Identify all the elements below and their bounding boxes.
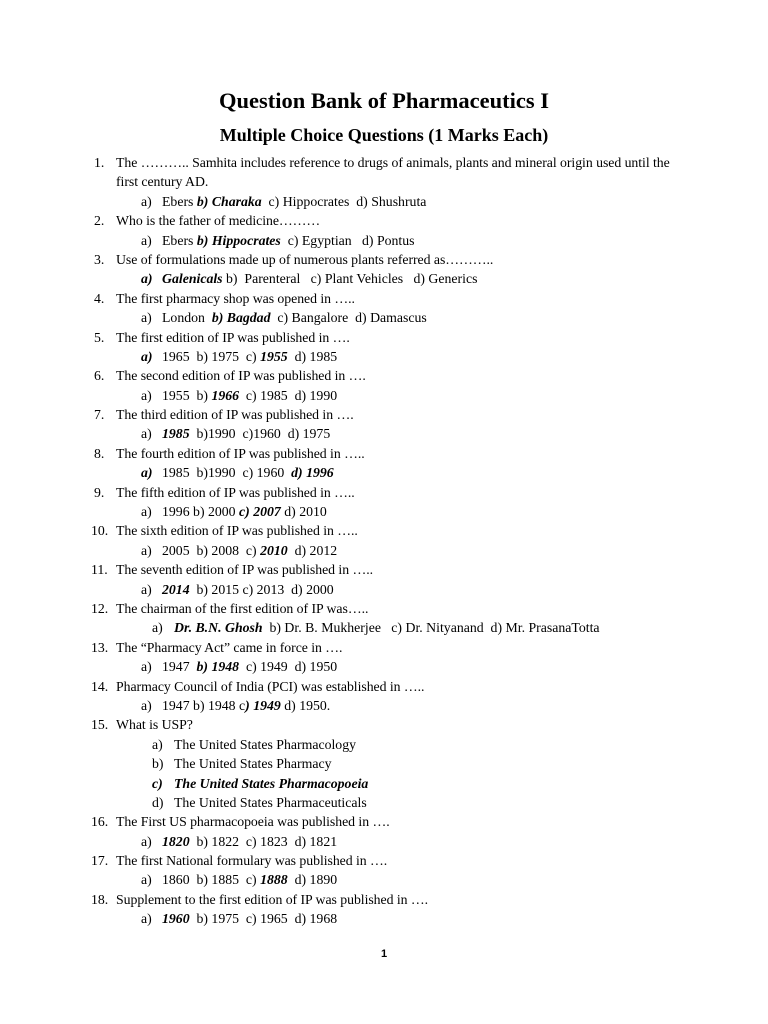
question-4: [0, 289, 768, 308]
answer-line: [162, 463, 334, 482]
option-marker: a): [141, 387, 152, 403]
question-number: 6.: [94, 368, 105, 384]
question-number: 10.: [91, 523, 109, 539]
question-1: [0, 153, 768, 192]
question-text: The fifth edition of IP was published in …..: [116, 484, 355, 500]
answer-text: d) 2012: [287, 542, 338, 558]
question-text: The first edition of IP was published in ….: [116, 329, 350, 345]
correct-answer: 1966: [211, 387, 240, 403]
answer-text: 1860 b) 1885 c): [162, 872, 261, 888]
page-title: Question Bank of Pharmaceutics I: [218, 88, 549, 113]
option-marker: a): [141, 348, 153, 364]
answer-line: [162, 386, 337, 405]
answer-line: [162, 870, 337, 889]
answer-options: [0, 502, 768, 521]
option-marker: a): [141, 659, 152, 675]
answer-options: [0, 735, 768, 754]
correct-answer: c) 2007: [239, 504, 281, 520]
question-3: [0, 250, 768, 269]
answer-text: The United States Pharmacology: [174, 736, 357, 752]
question-text: The first National formulary was published in ….: [116, 853, 388, 869]
question-number: 15.: [91, 717, 109, 733]
question-number: 13.: [91, 639, 109, 655]
page-subtitle: Multiple Choice Questions (1 Marks Each): [219, 125, 549, 145]
question-number: 1.: [94, 155, 105, 170]
answer-text: 1947: [162, 659, 197, 675]
correct-answer: 2010: [260, 542, 288, 558]
answer-text: c) Hippocrates d) Shushruta: [261, 193, 427, 209]
question-2: [0, 211, 768, 230]
correct-answer: d) 1996: [291, 465, 334, 481]
question-15: [0, 715, 768, 734]
option-marker: a): [141, 911, 152, 927]
question-number: 3.: [94, 251, 105, 267]
answer-text: d) 1985: [287, 348, 338, 364]
answer-options: [0, 463, 768, 482]
question-8: [0, 444, 768, 463]
correct-answer: Galenicals: [162, 271, 223, 287]
question-text: The “Pharmacy Act” came in force in ….: [116, 639, 343, 655]
option-marker: b): [152, 756, 164, 772]
answer-text: 1996 b) 2000: [162, 504, 240, 520]
question-12: [0, 599, 768, 618]
question-18: [0, 890, 768, 909]
answer-line: [162, 696, 330, 715]
question-number: 18.: [91, 891, 109, 907]
answer-options: [0, 832, 768, 851]
answer-text: c) 1985 d) 1990: [239, 387, 338, 403]
answer-text: c) 1949 d) 1950: [239, 659, 338, 675]
question-text: The seventh edition of IP was published in …..: [116, 562, 373, 578]
question-6: [0, 366, 768, 385]
answer-line: [162, 909, 337, 928]
question-11: [0, 560, 768, 579]
answer-options: [0, 580, 768, 599]
question-13: [0, 638, 768, 657]
question-list: [0, 153, 768, 929]
answer-options: [0, 231, 768, 250]
answer-text: d) 1890: [287, 872, 338, 888]
correct-answer: b) Bagdad: [211, 310, 271, 326]
answer-text: 1947 b) 1948 c: [162, 697, 246, 713]
question-text: What is USP?: [116, 717, 193, 733]
answer-line: [162, 231, 415, 250]
option-marker: a): [141, 271, 153, 287]
answer-line: [174, 754, 331, 773]
correct-answer: Dr. B.N. Ghosh: [174, 620, 263, 636]
question-number: 5.: [94, 329, 105, 345]
answer-text: 2005 b) 2008 c): [162, 542, 261, 558]
question-text: The second edition of IP was published in ….: [116, 368, 366, 384]
answer-options: [0, 269, 768, 288]
question-text: Use of formulations made up of numerous plants referred as………..: [116, 251, 494, 267]
answer-options: [0, 192, 768, 211]
question-number: 12.: [91, 601, 109, 616]
answer-text: London: [162, 310, 212, 326]
correct-answer: 1985: [162, 426, 190, 442]
correct-answer: The United States Pharmacopoeia: [174, 775, 369, 791]
answer-line: [162, 269, 477, 288]
answer-options: [0, 347, 768, 366]
question-number: 14.: [91, 678, 109, 694]
question-text: Who is the father of medicine………: [116, 213, 321, 229]
question-number: 9.: [94, 484, 105, 500]
answer-options: [0, 541, 768, 560]
correct-answer: 1960: [162, 911, 190, 927]
answer-text: Ebers: [162, 232, 197, 248]
answer-line: [162, 580, 334, 599]
correct-answer: b) Charaka: [196, 193, 262, 209]
answer-text: Ebers: [162, 193, 197, 209]
answer-line: [162, 192, 426, 211]
correct-answer: 1820: [162, 833, 190, 849]
option-marker: a): [141, 542, 152, 558]
answer-options: [0, 308, 768, 327]
answer-options: [0, 618, 768, 637]
correct-answer: b) 1948: [196, 659, 240, 675]
correct-answer: 1888: [260, 872, 288, 888]
answer-line: [174, 774, 368, 793]
option-marker: a): [141, 465, 153, 481]
answer-line: [162, 657, 337, 676]
option-marker: a): [141, 581, 152, 597]
question-number: 4.: [94, 290, 105, 306]
question-number: 17.: [91, 853, 109, 869]
question-number: 2.: [94, 213, 105, 229]
answer-line: [162, 308, 427, 327]
question-16: [0, 812, 768, 831]
answer-line: [174, 735, 356, 754]
answer-options: [0, 386, 768, 405]
option-marker: a): [141, 504, 152, 520]
correct-answer: 2014: [162, 581, 190, 597]
answer-line: [174, 618, 600, 637]
question-17: [0, 851, 768, 870]
answer-text: 1955 b): [162, 387, 212, 403]
answer-text: 1965 b) 1975 c): [162, 348, 261, 364]
answer-text: d) 1950.: [280, 697, 331, 713]
answer-line: [162, 424, 330, 443]
question-number: 11.: [91, 562, 108, 578]
answer-text: The United States Pharmaceuticals: [174, 794, 367, 810]
correct-answer: ) 1949: [245, 697, 281, 713]
answer-options: [0, 696, 768, 715]
question-number: 7.: [94, 407, 105, 423]
answer-text: b) Parenteral c) Plant Vehicles d) Generics: [222, 271, 478, 287]
answer-options: [0, 754, 768, 773]
question-text: The ……….. Samhita includes reference to drugs of animals, plants and mineral origin used until the first century AD.: [116, 155, 670, 190]
option-marker: a): [141, 426, 152, 442]
question-text: The First US pharmacopoeia was published in ….: [116, 814, 390, 830]
answer-line: [174, 793, 367, 812]
question-text: The third edition of IP was published in ….: [116, 407, 354, 423]
answer-options: [0, 870, 768, 889]
answer-options: [0, 909, 768, 928]
answer-text: d) 2010: [280, 504, 327, 520]
option-marker: a): [152, 736, 163, 752]
answer-line: [162, 502, 327, 521]
answer-text: b)1990 c)1960 d) 1975: [189, 426, 331, 442]
option-marker: a): [141, 232, 152, 248]
answer-options: [0, 424, 768, 443]
answer-options: [0, 774, 768, 793]
option-marker: a): [141, 697, 152, 713]
question-text: Pharmacy Council of India (PCI) was established in …..: [116, 678, 425, 694]
question-9: [0, 483, 768, 502]
option-marker: a): [141, 872, 152, 888]
question-text: The sixth edition of IP was published in …..: [116, 523, 358, 539]
question-text: Supplement to the first edition of IP was published in ….: [116, 891, 429, 907]
answer-text: c) Bangalore d) Damascus: [270, 310, 427, 326]
answer-line: [162, 541, 337, 560]
option-marker: d): [152, 794, 164, 810]
answer-text: c) Egyptian d) Pontus: [280, 232, 415, 248]
page-number: 1: [380, 948, 388, 960]
question-text: The fourth edition of IP was published in …..: [116, 445, 365, 461]
option-marker: a): [141, 310, 152, 326]
answer-text: b) Dr. B. Mukherjee c) Dr. Nityanand d) Mr. PrasanaTotta: [262, 620, 600, 636]
answer-text: The United States Pharmacy: [174, 756, 332, 772]
option-marker: a): [141, 833, 152, 849]
answer-options: [0, 793, 768, 812]
answer-text: b) 1975 c) 1965 d) 1968: [189, 911, 338, 927]
answer-text: 1985 b)1990 c) 1960: [162, 465, 292, 481]
question-text: The chairman of the first edition of IP was…..: [116, 601, 369, 616]
question-5: [0, 328, 768, 347]
option-marker: a): [152, 620, 163, 636]
answer-text: b) 2015 c) 2013 d) 2000: [189, 581, 334, 597]
question-10: [0, 521, 768, 540]
answer-line: [162, 832, 337, 851]
correct-answer: 1955: [260, 348, 288, 364]
question-7: [0, 405, 768, 424]
question-number: 16.: [91, 814, 109, 830]
answer-line: [162, 347, 337, 366]
answer-options: [0, 657, 768, 676]
option-marker: c): [152, 775, 163, 791]
option-marker: a): [141, 193, 152, 209]
question-text: The first pharmacy shop was opened in …..: [116, 290, 355, 306]
answer-text: b) 1822 c) 1823 d) 1821: [189, 833, 338, 849]
question-14: [0, 677, 768, 696]
correct-answer: b) Hippocrates: [196, 232, 281, 248]
question-number: 8.: [94, 445, 105, 461]
